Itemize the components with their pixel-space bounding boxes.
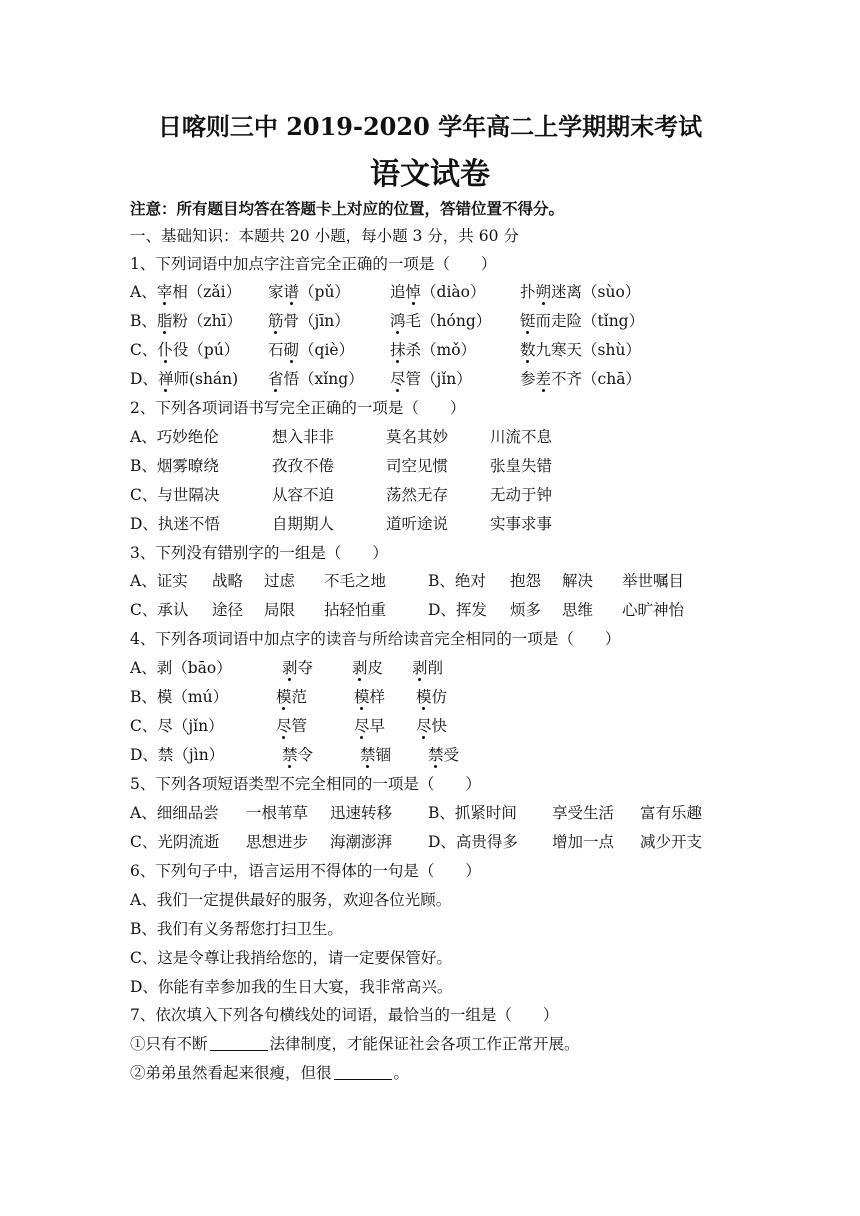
q1-option-c: C、仆役（pú） 石砌（qiè） 抹杀（mǒ） 数九寒天（shù）: [130, 336, 730, 365]
dotted-char: 抹: [390, 336, 406, 365]
dotted-char: 差: [536, 365, 552, 394]
q4-option-b: B、模（mú） 模范 模样 模仿: [130, 683, 730, 712]
dotted-char: 仆: [157, 336, 173, 365]
dotted-char: 模: [354, 683, 370, 712]
dotted-char: 砌: [284, 336, 300, 365]
dotted-char: 禁: [360, 741, 376, 770]
q2-option-b: B、烟雾暸绕 孜孜不倦 司空见惯 张皇失错: [130, 457, 553, 475]
dotted-char: 剥: [412, 654, 428, 683]
question-2-stem: 2、下列各项词语书写完全正确的一项是（ ）: [130, 399, 466, 417]
q4-option-a: A、剥（bāo） 剥夺 剥皮 剥削: [130, 654, 730, 683]
q1-option-d: D、禅师(shán) 省悟（xǐng） 尽管（jǐn） 参差不齐（chā）: [130, 365, 730, 394]
q5-options-cd: C、光阴流逝 思想进步 海潮澎湃 D、高贵得多 增加一点 减少开支: [130, 833, 703, 851]
q6-option-c: C、这是令尊让我捎给您的，请一定要保管好。: [130, 949, 452, 967]
dotted-char: 尽: [416, 712, 432, 741]
answer-blank: [210, 1034, 268, 1051]
dotted-char: 脂: [157, 307, 173, 336]
dotted-char: 铤: [520, 307, 536, 336]
dotted-char: 尽: [354, 712, 370, 741]
dotted-char: 模: [416, 683, 432, 712]
dotted-char: 省: [268, 365, 284, 394]
q3-options-cd: C、承认 途径 局限 拈轻怕重 D、挥发 烦多 思维 心旷神怡: [130, 601, 685, 619]
question-5-stem: 5、下列各项短语类型不完全相同的一项是（ ）: [130, 775, 481, 793]
dotted-char: 禁: [428, 741, 444, 770]
dotted-char: 禅: [158, 365, 174, 394]
dotted-char: 模: [276, 683, 292, 712]
q3-options-ab: A、证实 战略 过虑 不毛之地 B、绝对 抱怨 解决 举世嘱目: [130, 572, 685, 590]
question-1-stem: 1、下列词语中加点字注音完全正确的一项是（ ）: [130, 255, 497, 273]
q6-option-b: B、我们有义务帮您打扫卫生。: [130, 920, 343, 938]
q5-options-ab: A、细细品尝 一根苇草 迅速转移 B、抓紧时间 享受生活 富有乐趣: [130, 804, 703, 822]
question-7-stem: 7、依次填入下列各句横线处的词语，最恰当的一组是（ ）: [130, 1006, 559, 1024]
question-4-stem: 4、下列各项词语中加点字的读音与所给读音完全相同的一项是（ ）: [130, 630, 621, 648]
dotted-char: 尽: [390, 365, 406, 394]
q1-option-b: B、脂粉（zhī） 筋骨（jīn） 鸿毛（hóng） 铤而走险（tǐng）: [130, 307, 730, 336]
dotted-char: 数: [520, 336, 536, 365]
dotted-char: 宰: [157, 278, 173, 307]
q2-option-a: A、巧妙绝伦 想入非非 莫名其妙 川流不息: [130, 428, 553, 446]
q2-option-d: D、执迷不悟 自期期人 道听途说 实事求事: [130, 515, 553, 533]
dotted-char: 朔: [536, 278, 552, 307]
dotted-char: 悼: [406, 278, 422, 307]
answer-blank: [334, 1063, 392, 1080]
q2-option-c: C、与世隔决 从容不迫 荡然无存 无动于钟: [130, 486, 553, 504]
q4-option-d: D、禁（jìn） 禁令 禁锢 禁受: [130, 741, 730, 770]
notice-text: 注意：所有题目均答在答题卡上对应的位置，答错位置不得分。: [130, 199, 565, 218]
dotted-char: 剥: [282, 654, 298, 683]
q1-option-a: A、宰相（zǎi） 家谱（pǔ） 追悼（diào） 扑朔迷离（sùo）: [130, 278, 730, 307]
dotted-char: 剥: [352, 654, 368, 683]
dotted-char: 禁: [282, 741, 298, 770]
question-6-stem: 6、下列句子中，语言运用不得体的一句是（ ）: [130, 862, 481, 880]
dotted-char: 筋: [268, 307, 284, 336]
dotted-char: 鸿: [390, 307, 406, 336]
dotted-char: 尽: [276, 712, 292, 741]
dotted-char: 谱: [284, 278, 300, 307]
exam-title: 日喀则三中 2019-2020 学年高二上学期期末考试: [157, 112, 703, 141]
q6-option-a: A、我们一定提供最好的服务，欢迎各位光顾。: [130, 891, 452, 909]
question-3-stem: 3、下列没有错别字的一组是（ ）: [130, 544, 388, 562]
q4-option-c: C、尽（jǐn） 尽管 尽早 尽快: [130, 712, 730, 741]
q6-option-d: D、你能有幸参加我的生日大宴，我非常高兴。: [130, 978, 453, 996]
q7-sentence-1: ①只有不断 法律制度，才能保证社会各项工作正常开展。: [130, 1035, 580, 1053]
q7-sentence-2: ②弟弟虽然看起来很瘦，但很 。: [130, 1064, 410, 1082]
section-heading: 一、基础知识：本题共 20 小题，每小题 3 分，共 60 分: [130, 227, 519, 245]
exam-subject-title: 语文试卷: [370, 157, 490, 192]
